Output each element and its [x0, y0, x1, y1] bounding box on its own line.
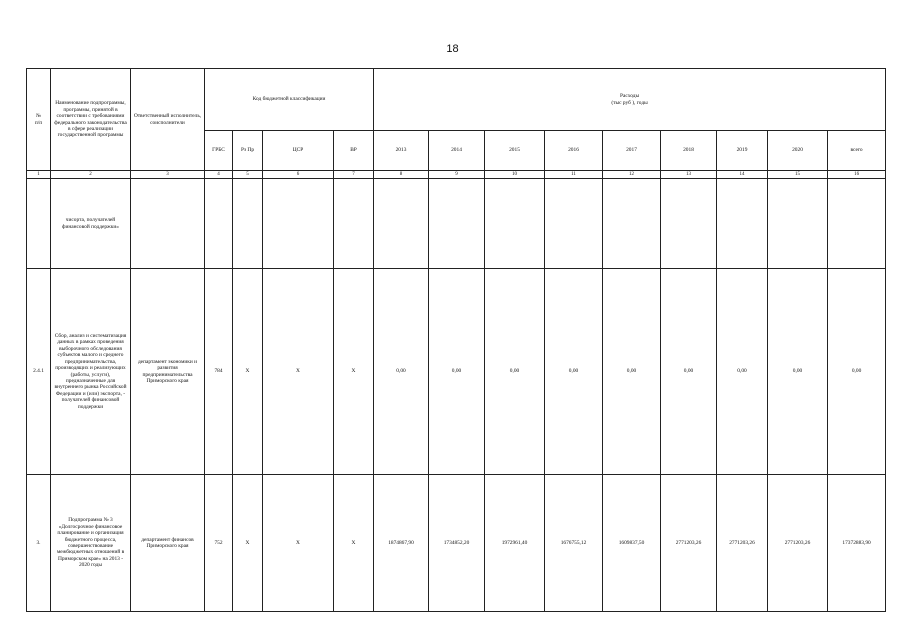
row-vr: X — [334, 269, 374, 475]
row-rzpr: X — [233, 269, 263, 475]
col-number: 6 — [263, 171, 334, 179]
budget-table — [26, 68, 886, 612]
col-number: 15 — [768, 171, 828, 179]
header-year-2013: 2013 — [374, 131, 429, 171]
header-responsible: Ответственный исполнитель, соисполнители — [131, 69, 205, 171]
header-year-2016: 2016 — [545, 131, 603, 171]
row-total: 0,00 — [828, 269, 886, 475]
row-name: чисорта, получателей финансовой поддержки» — [51, 179, 131, 269]
table-row — [27, 269, 886, 475]
row-num: 2.4.1 — [27, 269, 51, 475]
row-value: 0,00 — [429, 269, 485, 475]
row-responsible — [131, 179, 205, 269]
header-year-2017: 2017 — [603, 131, 661, 171]
table-row — [27, 475, 886, 612]
header-year-2014: 2014 — [429, 131, 485, 171]
col-number: 5 — [233, 171, 263, 179]
row-value: 0,00 — [545, 269, 603, 475]
row-value — [603, 179, 661, 269]
row-value: 1609837,50 — [603, 475, 661, 612]
row-value: 0,00 — [661, 269, 717, 475]
col-number: 7 — [334, 171, 374, 179]
row-value — [768, 179, 828, 269]
header-year-2019: 2019 — [717, 131, 768, 171]
row-name: Подпрограмма № 3 «Долгосрочное финансовое планирование и организация бюджетного процесса, совершенствование межбюджетных отношений в Приморском крае» на 2013 - 2020 годы — [51, 475, 131, 612]
col-number: 11 — [545, 171, 603, 179]
row-value: 0,00 — [717, 269, 768, 475]
col-number: 14 — [717, 171, 768, 179]
row-grbs: 752 — [205, 475, 233, 612]
header-row-1 — [27, 69, 886, 131]
row-grbs: 784 — [205, 269, 233, 475]
row-vr — [334, 179, 374, 269]
row-value — [485, 179, 545, 269]
row-value: 0,00 — [374, 269, 429, 475]
header-total: всего — [828, 131, 886, 171]
col-number: 9 — [429, 171, 485, 179]
row-value: 1874867,90 — [374, 475, 429, 612]
row-rzpr — [233, 179, 263, 269]
col-number: 13 — [661, 171, 717, 179]
row-value: 0,00 — [603, 269, 661, 475]
row-value: 1972961,40 — [485, 475, 545, 612]
row-value: 2771203,26 — [661, 475, 717, 612]
row-responsible: департамент экономики и развития предпринимательства Приморского края — [131, 269, 205, 475]
row-value — [429, 179, 485, 269]
row-num — [27, 179, 51, 269]
table-row — [27, 179, 886, 269]
row-grbs — [205, 179, 233, 269]
row-total — [828, 179, 886, 269]
col-number: 4 — [205, 171, 233, 179]
header-code-grbs: ГРБС — [205, 131, 233, 171]
row-responsible: департамент финансов Приморского края — [131, 475, 205, 612]
col-number: 16 — [828, 171, 886, 179]
row-rzpr: X — [233, 475, 263, 612]
row-csr: X — [263, 475, 334, 612]
header-year-2020: 2020 — [768, 131, 828, 171]
row-vr: X — [334, 475, 374, 612]
col-number: 12 — [603, 171, 661, 179]
header-name: Наименование подпрограммы, программы, принятой в соответствии с требованиями федерального законодательства в сфере реализации государственной программы — [51, 69, 131, 171]
header-year-2018: 2018 — [661, 131, 717, 171]
header-year-2015: 2015 — [485, 131, 545, 171]
row-value: 1734852,20 — [429, 475, 485, 612]
row-value: 2771203,26 — [768, 475, 828, 612]
row-value — [374, 179, 429, 269]
page-number: 18 — [446, 43, 459, 55]
row-value: 0,00 — [768, 269, 828, 475]
row-value — [717, 179, 768, 269]
row-num: 3. — [27, 475, 51, 612]
row-csr — [263, 179, 334, 269]
header-code-rzpr: Рз Пр — [233, 131, 263, 171]
column-numbers-row — [27, 171, 886, 179]
col-number: 2 — [51, 171, 131, 179]
row-value: 1676755,12 — [545, 475, 603, 612]
header-code-csr: ЦСР — [263, 131, 334, 171]
col-number: 3 — [131, 171, 205, 179]
header-budget-code: Код бюджетной классификации — [205, 69, 374, 131]
header-expenses: Расходы (тыс руб ), годы — [374, 69, 886, 131]
row-value: 0,00 — [485, 269, 545, 475]
row-name: Сбор, анализ и систематизация данных в рамках проведения выборочного обследования субъектов малого и среднего предпринимательства, производящих и реализующих (работы, услуги), предназначенные для внутреннего рынка Российской Федерации и (или) экспорта, - получателей финансовой поддержки — [51, 269, 131, 475]
row-total: 17372883,90 — [828, 475, 886, 612]
header-code-vr: ВР — [334, 131, 374, 171]
col-number: 1 — [27, 171, 51, 179]
col-number: 10 — [485, 171, 545, 179]
row-csr: X — [263, 269, 334, 475]
row-value: 2771203,26 — [717, 475, 768, 612]
col-number: 8 — [374, 171, 429, 179]
row-value — [545, 179, 603, 269]
row-value — [661, 179, 717, 269]
header-num: № п/п — [27, 69, 51, 171]
